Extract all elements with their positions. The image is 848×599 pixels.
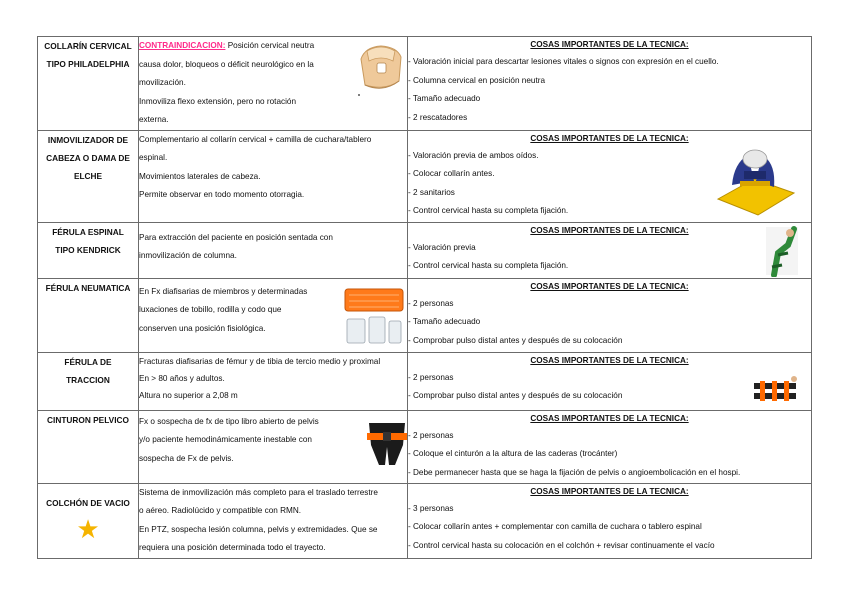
- device-name-line: COLCHÓN DE VACIO: [46, 497, 130, 508]
- table-row: [38, 483, 812, 558]
- description-line: y/o paciente hemodinámicamente inestable con: [139, 435, 312, 444]
- device-name-line: CINTURON PELVICO: [47, 414, 129, 425]
- pneumatic-splint-icon: [343, 283, 405, 347]
- traction-splint-icon: [752, 373, 798, 405]
- table-row: [38, 410, 812, 483]
- technique-cell: [408, 37, 812, 131]
- technique-item: - Comprobar pulso distal antes y después de su colocación: [408, 387, 811, 406]
- technique-item: - 3 personas: [408, 500, 811, 519]
- description-line: movilización.: [139, 78, 186, 87]
- description-line: inmovilización de columna.: [139, 251, 237, 260]
- technique-item: - Colocar collarín antes + complementar con camilla de cuchara o tablero espinal: [408, 518, 811, 537]
- description-cell: [139, 37, 408, 131]
- technique-title: COSAS IMPORTANTES DE LA TECNICA:: [530, 355, 689, 365]
- technique-cell: [408, 222, 812, 278]
- description-line: o aéreo. Radiolúcido y compatible con RMN.: [139, 506, 302, 515]
- device-name-line: FÉRULA DE: [64, 356, 112, 367]
- description-line: Permite observar en todo momento otorragia.: [139, 190, 305, 199]
- kendrick-splint-icon: [764, 225, 800, 277]
- device-name-line: ELCHE: [73, 170, 103, 181]
- technique-item: - 2 sanitarios: [408, 184, 811, 203]
- description-line: externa.: [139, 115, 169, 124]
- technique-item: - Control cervical hasta su colocación en el colchón + revisar continuamente el vacío: [408, 537, 811, 556]
- description-line: Inmoviliza flexo extensión, pero no rotación: [139, 96, 297, 106]
- device-name-line: FÉRULA ESPINAL: [52, 226, 124, 237]
- device-name-cell: [38, 410, 139, 483]
- technique-item: - 2 personas: [408, 369, 811, 388]
- technique-cell: [408, 130, 812, 222]
- technique-title: COSAS IMPORTANTES DE LA TECNICA:: [530, 133, 689, 143]
- description-line: Posición cervical neutra: [227, 41, 315, 50]
- star-icon: ★: [76, 513, 100, 544]
- description-line: sospecha de Fx de pelvis.: [139, 453, 234, 463]
- technique-item: - 2 personas: [408, 427, 811, 446]
- description-line: En > 80 años y adultos.: [139, 373, 225, 383]
- technique-item: - Coloque el cinturón a la altura de las caderas (trocánter): [408, 445, 811, 464]
- description-line: Sistema de inmovilización más completo para el traslado terrestre: [139, 487, 378, 497]
- pelvic-belt-icon: [365, 417, 409, 467]
- technique-cell: [408, 410, 812, 483]
- description-cell: [139, 278, 408, 352]
- technique-item: - Valoración previa de ambos oídos.: [408, 147, 811, 166]
- device-name-line: TRACCION: [66, 374, 110, 385]
- technique-item: - Valoración previa: [408, 239, 811, 258]
- technique-cell: [408, 352, 812, 410]
- description-line: Fx o sospecha de fx de tipo libro abierto de pelvis: [139, 416, 319, 426]
- technique-item: - Valoración inicial para descartar lesiones vitales o signos con expresión en el cuello.: [408, 53, 811, 72]
- technique-item: - Control cervical hasta su completa fijación.: [408, 202, 811, 221]
- technique-item: - Colocar collarín antes.: [408, 165, 811, 184]
- description-line: En PTZ, sospecha lesión columna, pelvis y extremidades. Que se: [139, 524, 378, 534]
- description-line: Complementario al collarín cervical + camilla de cuchara/tablero: [139, 134, 372, 144]
- technique-item: - 2 personas: [408, 295, 811, 314]
- technique-item: - Tamaño adecuado: [408, 90, 811, 109]
- technique-title: COSAS IMPORTANTES DE LA TECNICA:: [530, 281, 689, 291]
- table-row: [38, 222, 812, 278]
- technique-item: - Control cervical hasta su completa fijación.: [408, 257, 811, 276]
- table-row: [38, 130, 812, 222]
- description-line: Altura no superior a 2,08 m: [139, 390, 238, 400]
- technique-item: - Comprobar pulso distal antes y después de su colocación: [408, 332, 811, 351]
- description-cell: [139, 130, 408, 222]
- cervical-collar-icon: [355, 41, 407, 97]
- technique-title: COSAS IMPORTANTES DE LA TECNICA:: [530, 413, 689, 423]
- description-line: conserven una posición fisiológica.: [139, 323, 266, 333]
- description-cell: [139, 483, 408, 558]
- technique-item: - Tamaño adecuado: [408, 313, 811, 332]
- device-name-line: FÉRULA NEUMATICA: [45, 282, 131, 293]
- device-name-cell: [38, 352, 139, 410]
- contraindication-label: CONTRAINDICACION:: [139, 41, 226, 50]
- table-row: [38, 352, 812, 410]
- description-line: Movimientos laterales de cabeza.: [139, 171, 261, 181]
- device-name-line: TIPO KENDRICK: [55, 244, 121, 255]
- description-line: Para extracción del paciente en posición sentada con: [139, 232, 333, 242]
- table-row: [38, 37, 812, 131]
- technique-title: COSAS IMPORTANTES DE LA TECNICA:: [530, 486, 689, 496]
- table-row: [38, 278, 812, 352]
- description-line: luxaciones de tobillo, rodilla y codo que: [139, 305, 282, 314]
- device-name-line: INMOVILIZADOR DE: [47, 134, 129, 145]
- description-line: causa dolor, bloqueos o déficit neurológico en la: [139, 59, 314, 69]
- technique-cell: [408, 278, 812, 352]
- technique-title: COSAS IMPORTANTES DE LA TECNICA:: [530, 225, 689, 235]
- device-name-cell: [38, 222, 139, 278]
- technique-item: - 2 rescatadores: [408, 109, 811, 128]
- technique-item: - Columna cervical en posición neutra: [408, 72, 811, 91]
- device-name-cell: [38, 37, 139, 131]
- device-name-line: COLLARÍN CERVICAL: [44, 41, 132, 51]
- device-name-line: CABEZA O DAMA DE: [46, 152, 130, 163]
- description-line: En Fx diafisarias de miembros y determinadas: [139, 286, 308, 296]
- description-line: requiera una posición determinada todo el trayecto.: [139, 543, 326, 552]
- description-line: Fracturas diafisarias de fémur y de tibia de tercio medio y proximal: [139, 356, 381, 366]
- description-cell: [139, 352, 408, 410]
- device-name-line: TIPO PHILADELPHIA: [46, 59, 130, 69]
- immobilization-table: [37, 36, 812, 559]
- description-cell: [139, 222, 408, 278]
- technique-item: - Debe permanecer hasta que se haga la fijación de pelvis o angioembolicación en el hospi.: [408, 464, 811, 483]
- description-line: espinal.: [139, 153, 168, 162]
- technique-title: COSAS IMPORTANTES DE LA TECNICA:: [530, 40, 689, 49]
- description-cell: [139, 410, 408, 483]
- device-name-cell: [38, 483, 139, 558]
- technique-cell: [408, 483, 812, 558]
- head-immobilizer-icon: [714, 141, 796, 217]
- device-name-cell: [38, 130, 139, 222]
- device-name-cell: [38, 278, 139, 352]
